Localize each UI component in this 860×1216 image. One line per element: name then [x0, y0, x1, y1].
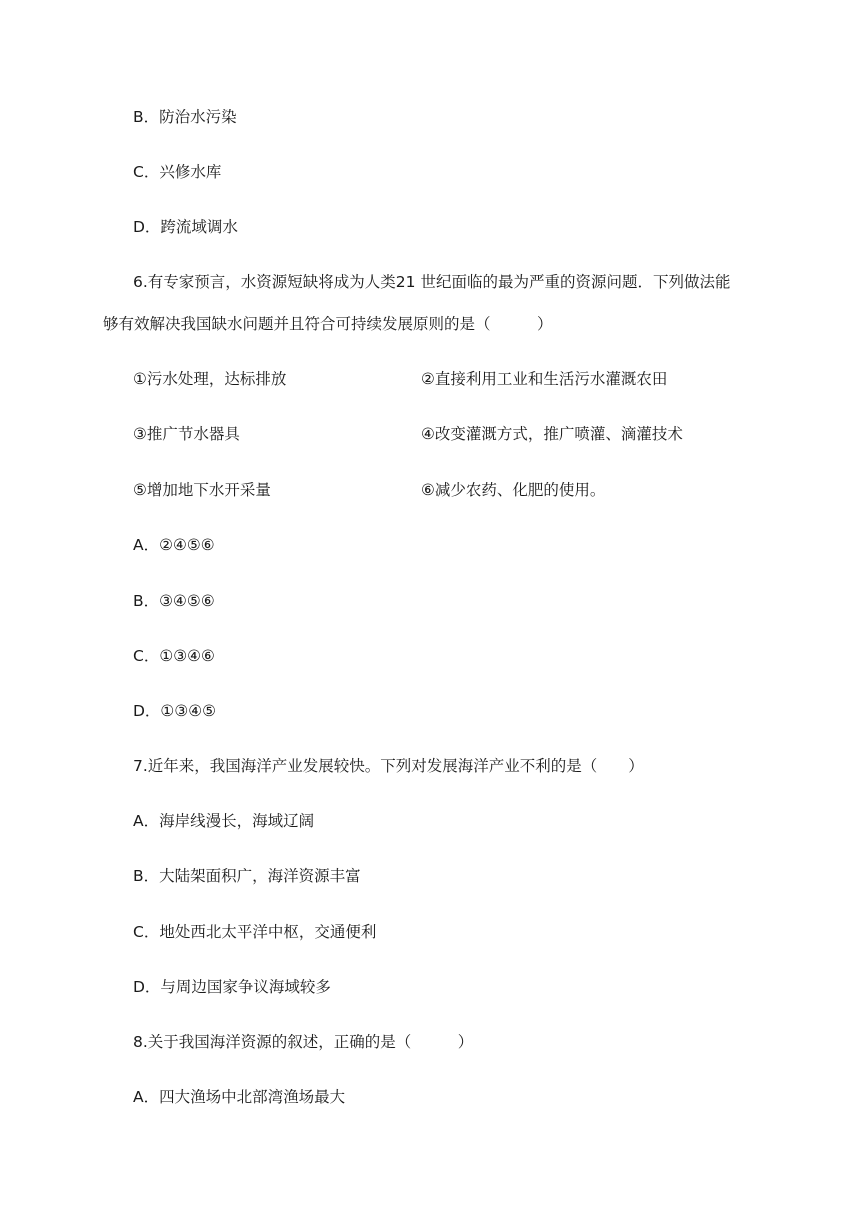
q7-option-d: D．与周边国家争议海域较多	[133, 978, 331, 996]
q6-option-b: B．③④⑤⑥	[133, 592, 215, 610]
prev-option-c: C．兴修水库	[133, 163, 222, 181]
q8-stem: 8.关于我国海洋资源的叙述，正确的是（ ）	[133, 1033, 474, 1051]
q6-item-4: ④改变灌溉方式，推广喷灌、滴灌技术	[421, 425, 683, 443]
q7-stem: 7.近年来，我国海洋产业发展较快。下列对发展海洋产业不利的是（ ）	[133, 757, 644, 775]
prev-option-d: D．跨流域调水	[133, 218, 238, 236]
q6-stem-line2: 够有效解决我国缺水问题并且符合可持续发展原则的是（ ）	[103, 315, 553, 333]
q6-item-1: ①污水处理，达标排放	[133, 370, 287, 388]
q6-item-6: ⑥减少农药、化肥的使用。	[421, 481, 606, 499]
q6-item-3: ③推广节水器具	[133, 425, 240, 443]
q6-option-a: A．②④⑤⑥	[133, 536, 215, 554]
prev-option-b: B．防治水污染	[133, 108, 237, 126]
q8-option-a: A．四大渔场中北部湾渔场最大	[133, 1088, 346, 1106]
q6-option-d: D．①③④⑤	[133, 702, 217, 720]
q6-option-c: C．①③④⑥	[133, 647, 215, 665]
q6-stem-line1: 6.有专家预言，水资源短缺将成为人类21 世纪面临的最为严重的资源问题．下列做法能	[133, 273, 731, 291]
q7-option-c: C．地处西北太平洋中枢，交通便利	[133, 923, 377, 941]
q6-item-2: ②直接利用工业和生活污水灌溉农田	[421, 370, 668, 388]
q7-option-b: B．大陆架面积广，海洋资源丰富	[133, 867, 361, 885]
q6-item-5: ⑤增加地下水开采量	[133, 481, 271, 499]
q7-option-a: A．海岸线漫长，海域辽阔	[133, 812, 315, 830]
